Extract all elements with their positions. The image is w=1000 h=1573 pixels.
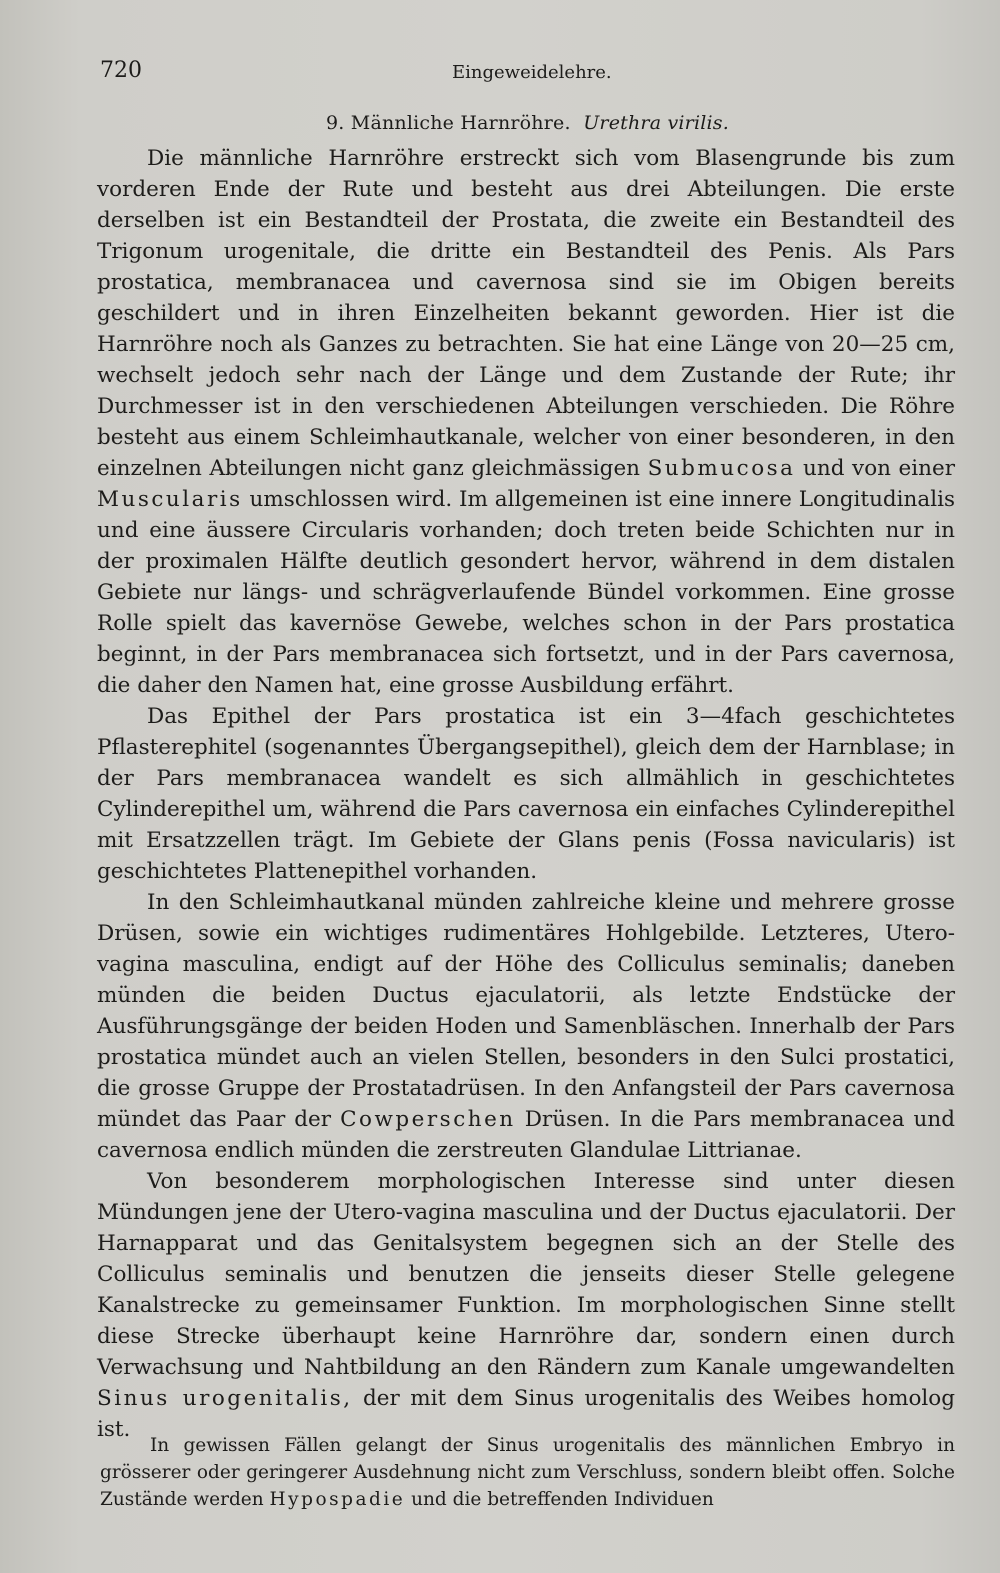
paragraph-epithelium: Das Epithel der Pars prostatica ist ein 3—4fach geschichtetes Pflasterephitel (sogenanntes Übergangsepithel), gleich dem der Harnblase; in der Pars membranacea wandelt es sich allmählich in geschichtetes Cylinderepithel um, während die Pars cavernosa ein einfaches Cylinderepithel mit Ersatzzellen trägt. Im Gebiete der Glans penis (Fossa navicularis) ist geschichtetes Plattenepithel vorhanden. [97,704,955,884]
spaced-term-cowper: Cowperschen [340,1107,516,1132]
spaced-term-muscularis: Muscularis [97,487,243,512]
running-title: Eingeweidelehre. [452,62,612,83]
section-latin-title: Urethra virilis. [583,112,729,134]
paragraph-text: umschlossen wird. Im allgemeinen ist eine innere Longitudinalis und eine äussere Circularis vorhanden; doch treten beide Schichten nur in der proximalen Hälfte deutlich gesondert hervor, während in dem distalen Gebiete nur längs- und schrägverlaufende Bündel vorkommen. Eine grosse Rolle spielt das kavernöse Gewebe, welches schon in der Pars prostatica beginnt, in der Pars membranacea sich fortsetzt, und in der Pars cavernosa, die daher den Namen hat, eine grosse Ausbildung erfährt. [97,487,956,698]
section-number: 9. [326,112,345,134]
paragraph-glands [97,887,955,1166]
small-print-paragraph [100,1432,955,1513]
paragraph-text: In den Schleimhautkanal münden zahlreiche kleine und mehrere grosse Drüsen, sowie ein wichtiges rudimentäres Hohlgebilde. Letzteres, Utero-vagina masculina, endigt auf der Höhe des Colliculus seminalis; daneben münden die beiden Ductus ejaculatorii, als letzte Endstücke der Ausführungsgänge der beiden Hoden und Samenbläschen. Innerhalb der Pars prostatica mündet auch an vielen Stellen, besonders in den Sulci prostatici, die grosse Gruppe der Prostatadrüsen. In den Anfangsteil der Pars cavernosa mündet das Paar der [97,890,955,1132]
paragraph-urethra-overview [97,143,955,701]
paragraph-text: Von besonderem morphologischen Interesse sind unter diesen Mündungen jene der Utero-vagina masculina und der Ductus ejaculatorii. Der Harnapparat und das Genitalsystem begegnen sich an der Stelle des Colliculus seminalis und benutzen die jenseits dieser Stelle gelegene Kanalstrecke zu gemeinsamer Funktion. Im morphologischen Sinne stellt diese Strecke überhaupt keine Harnröhre dar, sondern einen durch Verwachsung und Nahtbildung an den Rändern zum Kanale umgewandelten [97,1169,955,1380]
running-header [100,58,955,92]
body-text [97,143,955,1445]
section-title: Männliche Harnröhre. [350,112,571,134]
paragraph-morphology [97,1166,955,1445]
spaced-term-submucosa: Submucosa [647,456,796,481]
spaced-term-sinus: Sinus urogenitalis, [97,1386,353,1411]
section-heading [100,112,955,134]
small-print-text [100,1432,955,1513]
paragraph-text: Drüsen. In die Pars membranacea und cavernosa endlich münden die zerstreuten Glandulae Littrianae. [97,1107,955,1163]
paragraph-text: und von einer [803,456,955,481]
paragraph-text: und die betreffenden Individuen [411,1489,714,1510]
spaced-term-hypospadie: Hypospadie [269,1489,406,1510]
page-number: 720 [100,58,142,83]
paragraph-text: Die männliche Harnröhre erstreckt sich vom Blasengrunde bis zum vorderen Ende der Rute und besteht aus drei Abteilungen. Die erste derselben ist ein Bestandteil der Prostata, die zweite ein Bestandteil des Trigonum urogenitale, die dritte ein Bestandteil des Penis. Als Pars prostatica, membranacea und cavernosa sind sie im Obigen bereits geschildert und in ihren Einzelheiten bekannt geworden. Hier ist die Harnröhre noch als Ganzes zu betrachten. Sie hat eine Länge von 20—25 cm, wechselt jedoch sehr nach der Länge und dem Zustande der Rute; ihr Durchmesser ist in den verschiedenen Abteilungen verschieden. Die Röhre besteht aus einem Schleimhautkanale, welcher von einer besonderen, in den einzelnen Abteilungen nicht ganz gleichmässigen [97,146,955,481]
paragraph-text: der mit dem Sinus urogenitalis des Weibes homolog ist. [97,1386,955,1442]
paragraph-text: In gewissen Fällen gelangt der Sinus urogenitalis des männlichen Embryo in grösserer oder geringerer Ausdehnung nicht zum Verschluss, sondern bleibt offen. Solche Zustände werden [100,1435,955,1510]
